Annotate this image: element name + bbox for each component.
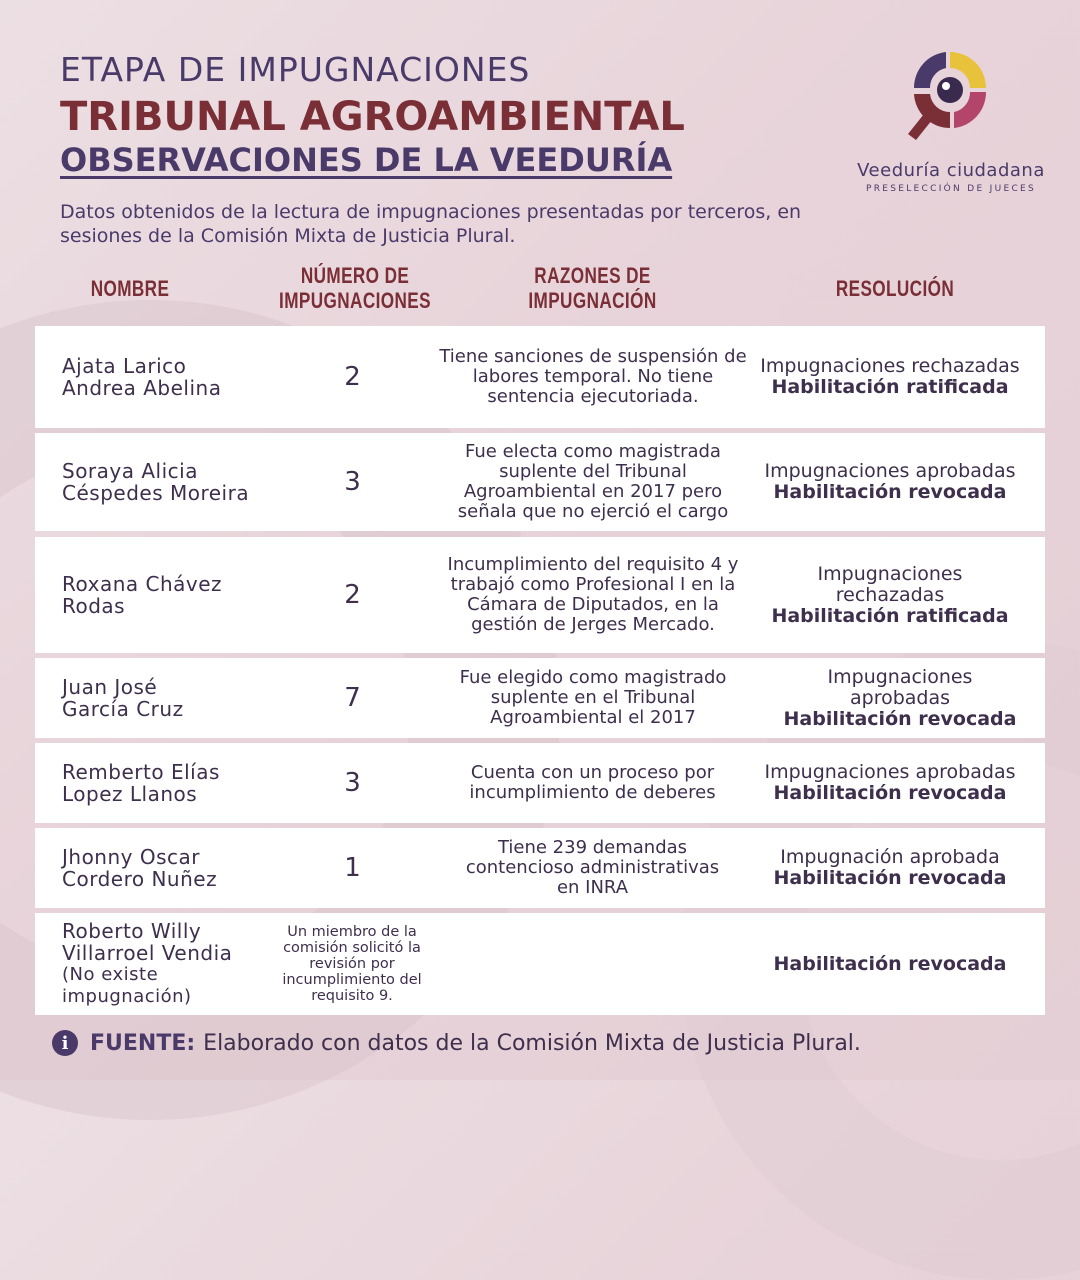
resolution-text: Impugnaciones aprobadas [764,460,1016,482]
table-row [35,326,1045,428]
name-line: Ajata Larico [62,354,187,378]
name-note: (No existe impugnación) [62,964,192,1007]
candidate-name [62,658,292,738]
status-text: Habilitación ratificada [771,376,1009,398]
table-row [35,913,1045,1015]
table-row [35,743,1045,823]
resolution [740,743,1040,823]
name-line: Lopez Llanos [62,782,198,806]
impugnation-reason: Tiene 239 demandas contencioso administrativas en INRA [465,837,720,898]
name-line: Céspedes Moreira [62,481,250,505]
resolution [740,913,1040,1015]
footer [52,1026,1052,1060]
logo-name: Veeduría ciudadana [857,160,1045,181]
impugnation-count: Un miembro de la comisión solicitó la revisión por incumplimiento del requisito 9. [282,924,422,1004]
impugnation-count: 2 [344,580,361,610]
impugnation-count: 2 [344,362,361,392]
table-row [35,658,1045,738]
impugnation-count: 7 [344,683,361,713]
name-line: Cordero Nuñez [62,867,218,891]
header-line-1: ETAPA DE IMPUGNACIONES [60,50,531,89]
name-line: Roberto Willy [62,919,202,943]
candidate-name [62,913,292,1015]
name-line: García Cruz [62,697,184,721]
info-icon: i [52,1030,78,1056]
header-description: Datos obtenidos de la lectura de impugnaciones presentadas por terceros, en sesiones de la Comisión Mixta de Justicia Plural. [60,201,802,247]
status-text: Habilitación ratificada [771,604,1009,627]
name-line: Rodas [62,594,126,618]
column-header-resolution: RESOLUCIÓN [835,275,955,301]
header-title: TRIBUNAL AGROAMBIENTAL [60,94,685,140]
eye-magnifier-icon [900,44,1000,144]
candidate-name [62,433,292,531]
impugnation-reason: Incumplimiento del requisito 4 y trabajó como Profesional I en la Cámara de Diputados, en la gestión de Jerges Mercado. [447,554,739,635]
header [60,50,820,180]
logo [856,44,1046,204]
resolution-text: Impugnaciones rechazadas [817,562,963,606]
column-header-count: NÚMERO DE IMPUGNACIONES [279,263,431,313]
column-header-reasons: RAZONES DE IMPUGNACIÓN [528,263,657,313]
resolution-text: Impugnaciones rechazadas [760,355,1020,377]
impugnation-reason: Fue electa como magistrada suplente del Tribunal Agroambiental en 2017 pero señala que no ejerció el cargo [457,441,729,522]
candidate-name [62,537,292,653]
impugnation-count: 1 [344,853,361,883]
resolution [740,326,1040,428]
impugnation-reason: Tiene sanciones de suspensión de labores temporal. No tiene sentencia ejecutoriada. [439,346,747,407]
table-row [35,433,1045,531]
status-text: Habilitación revocada [773,867,1007,889]
footer-text: Elaborado con datos de la Comisión Mixta de Justicia Plural. [203,1030,861,1056]
resolution-text: Impugnaciones aprobadas [764,761,1016,783]
table-row [35,828,1045,908]
name-line: Villarroel Vendia [62,941,233,965]
impugnation-count: 3 [344,467,361,497]
name-line: Remberto Elías [62,760,220,784]
status-text: Habilitación revocada [773,782,1007,804]
column-header-name: NOMBRE [90,275,170,301]
table-row [35,537,1045,653]
footer-label: FUENTE: [90,1030,196,1056]
name-line: Juan José [62,675,158,699]
candidate-name [62,326,292,428]
impugnation-reason [433,913,753,1015]
name-line: Andrea Abelina [62,376,222,400]
resolution [740,433,1040,531]
impugnation-reason: Cuenta con un proceso por incumplimiento de deberes [469,762,716,803]
status-text: Habilitación revocada [773,481,1007,503]
resolution [783,658,1017,738]
name-line: Soraya Alicia [62,459,198,483]
impugnation-reason: Fue elegido como magistrado suplente en el Tribunal Agroambiental el 2017 [459,667,727,728]
candidate-name [62,743,292,823]
name-line: Jhonny Oscar [62,845,200,869]
resolution [771,537,1009,653]
candidate-name [62,828,292,908]
resolution-text: Impugnaciones aprobadas [827,665,973,709]
header-subtitle: OBSERVACIONES DE LA VEEDURÍA [60,141,673,179]
status-text: Habilitación revocada [783,707,1017,730]
table-header [35,256,1045,320]
status-text: Habilitación revocada [773,952,1007,975]
name-line: Roxana Chávez [62,572,223,596]
impugnation-count: 3 [344,768,361,798]
resolution-text: Impugnación aprobada [780,846,1000,868]
logo-subtitle: PRESELECCIÓN DE JUECES [865,184,1037,194]
resolution [740,828,1040,908]
